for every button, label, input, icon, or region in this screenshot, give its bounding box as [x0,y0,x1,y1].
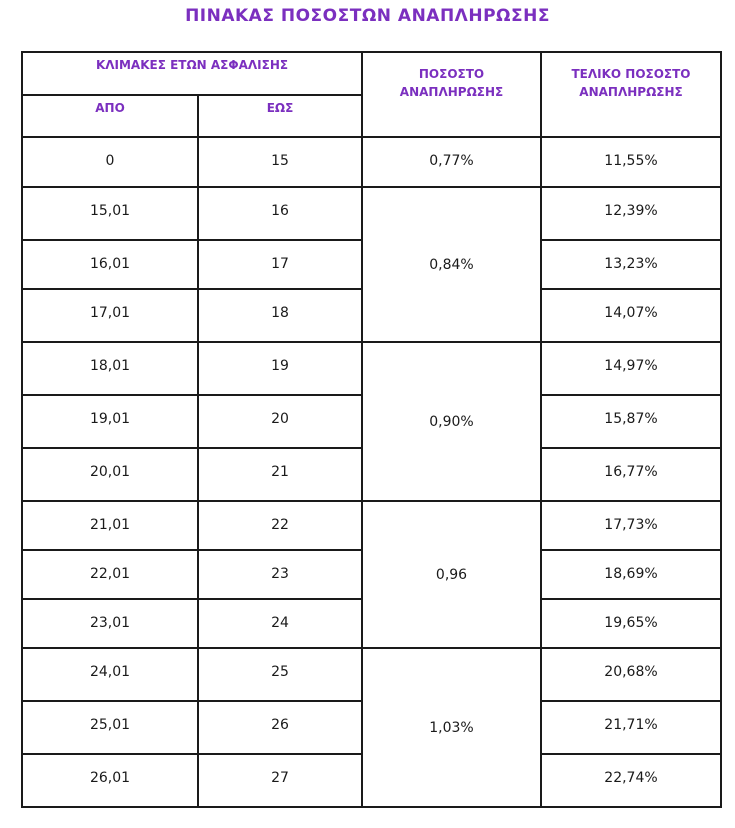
cell-rate: 0,96 [362,501,541,648]
cell-from: 0 [22,137,198,187]
header-final-replacement-rate [541,52,721,137]
cell-final: 11,55% [541,137,721,187]
cell-final: 18,69% [541,550,721,599]
cell-to: 25 [198,648,362,701]
cell-to: 24 [198,599,362,648]
cell-to: 18 [198,289,362,342]
cell-to: 19 [198,342,362,395]
header-replacement-rate-line1: ΠΟΣΟΣΤΟ [418,67,485,81]
cell-final: 17,73% [541,501,721,550]
cell-final: 15,87% [541,395,721,448]
cell-from: 25,01 [22,701,198,754]
table-row [22,501,721,550]
cell-to: 15 [198,137,362,187]
cell-from: 20,01 [22,448,198,501]
cell-final: 20,68% [541,648,721,701]
header-replacement-rate [362,52,541,137]
cell-to: 17 [198,240,362,289]
replacement-rates-table [21,51,722,808]
cell-rate: 0,77% [362,137,541,187]
cell-from: 23,01 [22,599,198,648]
cell-final: 12,39% [541,187,721,240]
table-row [22,648,721,701]
header-final-rate-line2: ΑΝΑΠΛΗΡΩΣΗΣ [579,85,683,99]
cell-to: 22 [198,501,362,550]
cell-from: 22,01 [22,550,198,599]
cell-final: 13,23% [541,240,721,289]
cell-from: 24,01 [22,648,198,701]
cell-final: 21,71% [541,701,721,754]
cell-final: 19,65% [541,599,721,648]
table-row [22,137,721,187]
header-from: ΑΠΟ [22,95,198,137]
cell-final: 22,74% [541,754,721,807]
cell-from: 16,01 [22,240,198,289]
table-row [22,342,721,395]
header-replacement-rate-line2: ΑΝΑΠΛΗΡΩΣΗΣ [399,85,504,99]
cell-final: 14,97% [541,342,721,395]
cell-from: 17,01 [22,289,198,342]
cell-rate: 0,90% [362,342,541,501]
cell-from: 19,01 [22,395,198,448]
cell-from: 26,01 [22,754,198,807]
cell-to: 26 [198,701,362,754]
cell-to: 20 [198,395,362,448]
header-insurance-years: ΚΛΙΜΑΚΕΣ ΕΤΩΝ ΑΣΦΑΛΙΣΗΣ [22,52,362,95]
cell-to: 16 [198,187,362,240]
header-row [22,52,721,95]
cell-to: 21 [198,448,362,501]
cell-to: 27 [198,754,362,807]
page-title: ΠΙΝΑΚΑΣ ΠΟΣΟΣΤΩΝ ΑΝΑΠΛΗΡΩΣΗΣ [185,6,550,26]
cell-rate: 1,03% [362,648,541,807]
cell-from: 18,01 [22,342,198,395]
cell-to: 23 [198,550,362,599]
header-to: ΕΩΣ [198,95,362,137]
cell-from: 21,01 [22,501,198,550]
cell-rate: 0,84% [362,187,541,342]
cell-from: 15,01 [22,187,198,240]
cell-final: 16,77% [541,448,721,501]
header-final-rate-line1: ΤΕΛΙΚΟ ΠΟΣΟΣΤΟ [571,67,691,81]
table-row [22,187,721,240]
cell-final: 14,07% [541,289,721,342]
